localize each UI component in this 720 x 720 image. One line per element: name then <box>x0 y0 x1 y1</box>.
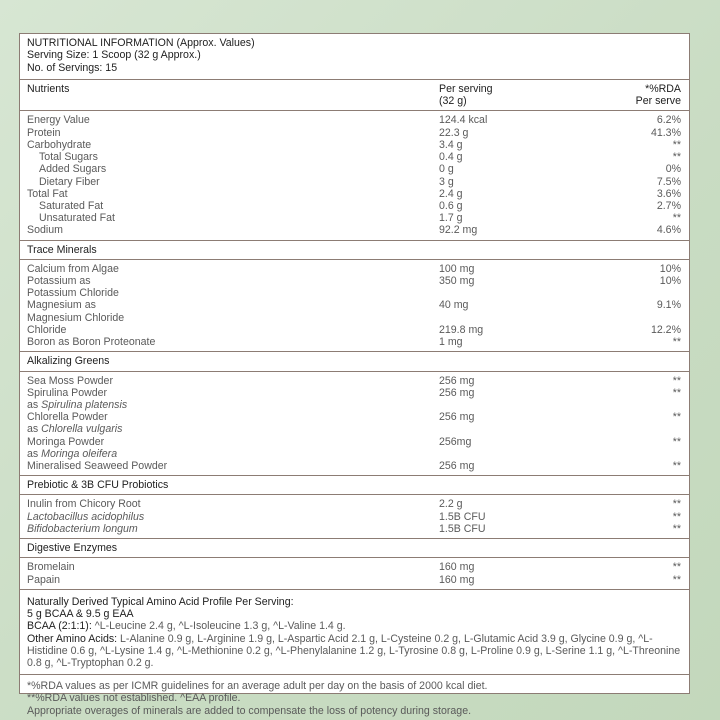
nutrient-rda: 12.2% <box>650 323 681 336</box>
nutrient-row <box>27 200 681 212</box>
nutrient-row <box>27 263 681 275</box>
nutrient-name <box>27 163 439 175</box>
footnotes <box>20 675 689 720</box>
other-amino-text: L-Alanine 0.9 g, L-Arginine 1.9 g, L-Aspartic Acid 2.1 g, L-Cysteine 0.2 g, L-Glutamic Acid 3.9 g, Glycine 0.9 g, ^L-Histidine 0.6 g, ^L-Lysine 1.4 g, ^L-Methionine 0.2 g, ^L-Phenylalanine 1.2 g, L-Tyrosine 0.8 g, L-Proline 0.9 g, L-Serine 1.1 g, ^L-Threonine 0.8 g, ^L-Tryptophan 0.2 g. <box>27 632 681 669</box>
nutrient-rda: ** <box>672 411 681 424</box>
col-nutrients: Nutrients <box>27 82 70 95</box>
nutrient-sections <box>20 241 689 590</box>
nutrient-value: 3 g <box>439 175 454 188</box>
nutrient-rda: ** <box>672 374 681 387</box>
nutrient-value: 160 mg <box>439 561 475 574</box>
nutrient-rda: 2.7% <box>656 199 681 212</box>
nutrient-name-line <box>27 139 439 151</box>
nutrient-value: 100 mg <box>439 262 475 275</box>
nutrient-value: 219.8 mg <box>439 323 484 336</box>
nutrient-value: 124.4 kcal <box>439 114 488 127</box>
name-text: Magnesium Chloride <box>27 311 125 324</box>
name-text: Total Fat <box>27 187 68 200</box>
label-title: NUTRITIONAL INFORMATION (Approx. Values) <box>27 37 255 49</box>
name-text: Inulin from Chicory Root <box>27 498 141 511</box>
nutrient-rda: ** <box>672 498 681 511</box>
nutrient-value: 2.2 g <box>439 498 463 511</box>
nutrient-name-line <box>27 574 439 586</box>
nutrient-row <box>27 163 681 175</box>
name-text: Added Sugars <box>39 163 107 176</box>
label-header <box>20 34 689 80</box>
nutrient-name <box>27 299 439 323</box>
nutrient-name-line <box>27 511 439 523</box>
nutrient-value: 256 mg <box>439 459 475 472</box>
nutrient-name-line <box>27 336 439 348</box>
name-text: Potassium Chloride <box>27 287 119 300</box>
nutrient-value: 1.5B CFU <box>439 522 486 535</box>
nutrient-row <box>27 498 681 510</box>
nutrient-name-line <box>27 287 439 299</box>
amino-subtitle: 5 g BCAA & 9.5 g EAA <box>27 608 134 621</box>
servings-count: No. of Servings: 15 <box>27 61 118 74</box>
nutrient-row <box>27 460 681 472</box>
nutrient-name <box>27 460 439 472</box>
nutrient-rda: ** <box>672 435 681 448</box>
nutrient-name-line <box>27 460 439 472</box>
nutrient-name-line <box>27 375 439 387</box>
name-text: as <box>27 447 42 460</box>
nutrient-name <box>27 188 439 200</box>
bcaa-label: BCAA (2:1:1): <box>27 620 92 633</box>
nutrient-value: 2.4 g <box>439 187 463 200</box>
nutrient-name-line <box>27 275 439 287</box>
nutrient-name-line <box>27 448 439 460</box>
nutrient-name-line <box>27 561 439 573</box>
nutrient-row <box>27 299 681 323</box>
bcaa-text: ^L-Leucine 2.4 g, ^L-Isoleucine 1.3 g, ^L-Valine 1.4 g. <box>91 620 346 633</box>
name-italic: Moringa oleifera <box>41 447 118 460</box>
col-per-serving-line2: (32 g) <box>439 95 467 108</box>
name-italic: Chlorella vulgaris <box>41 423 123 436</box>
nutrient-row <box>27 436 681 460</box>
nutrient-rda: ** <box>672 336 681 349</box>
nutrient-name-line <box>27 498 439 510</box>
nutrient-value: 256 mg <box>439 386 475 399</box>
nutrient-row <box>27 523 681 535</box>
nutrient-name <box>27 511 439 523</box>
nutrient-value: 160 mg <box>439 573 475 586</box>
nutrient-row <box>27 387 681 411</box>
nutrient-name <box>27 561 439 573</box>
name-text: Potassium as <box>27 275 91 288</box>
nutrient-rda: ** <box>672 522 681 535</box>
section-body <box>20 495 689 539</box>
nutrient-name <box>27 263 439 275</box>
nutrient-value: 1 mg <box>439 336 463 349</box>
nutrient-rda: 10% <box>659 262 681 275</box>
nutrient-name <box>27 498 439 510</box>
nutrient-name <box>27 387 439 411</box>
nutrient-rda: ** <box>672 561 681 574</box>
nutrient-rda: 4.6% <box>656 224 681 237</box>
nutrient-rda: ** <box>672 386 681 399</box>
nutrient-rda: ** <box>672 459 681 472</box>
name-text: Unsaturated Fat <box>39 212 115 225</box>
nutrient-rda: 7.5% <box>656 175 681 188</box>
section-title: Alkalizing Greens <box>20 352 689 371</box>
nutrient-row <box>27 324 681 336</box>
nutrient-name <box>27 224 439 236</box>
nutrient-rda: 3.6% <box>656 187 681 200</box>
name-text: Mineralised Seaweed Powder <box>27 459 168 472</box>
nutrient-name-line <box>27 324 439 336</box>
nutrient-row <box>27 188 681 200</box>
nutrient-name-line <box>27 163 439 175</box>
nutrient-row <box>27 411 681 435</box>
nutrient-name <box>27 127 439 139</box>
nutrient-name-line <box>27 263 439 275</box>
name-text: Calcium from Algae <box>27 262 119 275</box>
nutrient-rda: ** <box>672 510 681 523</box>
nutrient-value: 22.3 g <box>439 126 469 139</box>
nutrient-name-line <box>27 224 439 236</box>
nutrient-name-line <box>27 411 439 423</box>
nutrient-row <box>27 224 681 236</box>
amino-title: Naturally Derived Typical Amino Acid Profile Per Serving: <box>27 595 294 608</box>
section-body <box>20 372 689 477</box>
name-text: Moringa Powder <box>27 435 105 448</box>
col-rda-line2: Per serve <box>635 95 681 108</box>
nutrient-row <box>27 561 681 573</box>
nutrient-name <box>27 336 439 348</box>
nutrient-value: 0.4 g <box>439 151 463 164</box>
other-amino-label: Other Amino Acids: <box>27 632 118 645</box>
nutrient-name-line <box>27 423 439 435</box>
nutrient-name-line <box>27 387 439 399</box>
column-headers <box>20 80 689 112</box>
nutrient-name-line <box>27 176 439 188</box>
nutrient-value: 1.5B CFU <box>439 510 486 523</box>
nutrient-value: 1.7 g <box>439 212 463 225</box>
nutrient-name-line <box>27 299 439 311</box>
nutrient-row <box>27 336 681 348</box>
nutrient-name <box>27 151 439 163</box>
section-title: Prebiotic & 3B CFU Probiotics <box>20 476 689 495</box>
nutrient-name <box>27 411 439 435</box>
nutrient-name <box>27 523 439 535</box>
name-text: Total Sugars <box>39 151 98 164</box>
nutrient-row <box>27 176 681 188</box>
main-nutrients <box>20 111 689 240</box>
serving-size: Serving Size: 1 Scoop (32 g Approx.) <box>27 49 201 62</box>
name-text: Protein <box>27 126 61 139</box>
nutrient-value: 256 mg <box>439 374 475 387</box>
footnote: **%RDA values not established. ^EAA profile. <box>27 692 241 705</box>
name-text: Boron as Boron Proteonate <box>27 336 156 349</box>
nutrient-rda: ** <box>672 573 681 586</box>
nutrient-name <box>27 114 439 126</box>
nutrient-value: 256mg <box>439 435 472 448</box>
nutrient-rda: ** <box>672 212 681 225</box>
nutrient-value: 3.4 g <box>439 138 463 151</box>
name-text: Sea Moss Powder <box>27 374 113 387</box>
nutrient-value: 350 mg <box>439 275 475 288</box>
name-text: as <box>27 423 42 436</box>
nutrient-row <box>27 139 681 151</box>
nutrient-name <box>27 139 439 151</box>
name-text: Dietary Fiber <box>39 175 100 188</box>
section-title: Digestive Enzymes <box>20 539 689 558</box>
nutrient-name-line <box>27 114 439 126</box>
nutrient-rda: 0% <box>665 163 681 176</box>
nutrient-row <box>27 574 681 586</box>
nutrient-name-line <box>27 200 439 212</box>
nutrient-value: 40 mg <box>439 299 469 312</box>
nutrient-row <box>27 511 681 523</box>
nutrient-rda: ** <box>672 138 681 151</box>
col-per-serving-line1: Per serving <box>439 82 493 95</box>
section-body <box>20 260 689 352</box>
name-text: Papain <box>27 573 60 586</box>
nutrient-row <box>27 127 681 139</box>
nutrient-name-line <box>27 312 439 324</box>
nutrient-row <box>27 375 681 387</box>
nutrient-name-line <box>27 523 439 535</box>
nutrient-value: 0 g <box>439 163 454 176</box>
nutrient-name <box>27 574 439 586</box>
nutrient-name-line <box>27 188 439 200</box>
nutrient-rda: 10% <box>659 275 681 288</box>
footnote: *%RDA values as per ICMR guidelines for an average adult per day on the basis of 2000 kcal diet. <box>27 680 488 693</box>
nutrient-row <box>27 151 681 163</box>
nutrient-name <box>27 436 439 460</box>
nutrient-name-line <box>27 127 439 139</box>
nutrient-name <box>27 200 439 212</box>
name-text: Chlorella Powder <box>27 411 108 424</box>
col-rda <box>609 83 681 108</box>
nutrient-rda: 9.1% <box>656 299 681 312</box>
name-text: Sodium <box>27 224 63 237</box>
name-italic: Spirulina platensis <box>41 398 128 411</box>
name-text: Energy Value <box>27 114 90 127</box>
nutrient-name-line <box>27 151 439 163</box>
nutrient-value: 92.2 mg <box>439 224 478 237</box>
nutrition-label <box>19 33 690 717</box>
nutrient-name <box>27 176 439 188</box>
name-italic: Bifidobacterium longum <box>27 522 138 535</box>
amino-acid-profile <box>20 590 689 675</box>
section-title: Trace Minerals <box>20 241 689 260</box>
nutrient-name <box>27 275 439 299</box>
nutrient-row <box>27 114 681 126</box>
col-rda-line1: *%RDA <box>645 82 681 95</box>
nutrient-name <box>27 375 439 387</box>
name-text: as <box>27 398 42 411</box>
name-text: Magnesium as <box>27 299 96 312</box>
name-text: Bromelain <box>27 561 75 574</box>
name-text: Spirulina Powder <box>27 386 108 399</box>
nutrient-row <box>27 275 681 299</box>
section-body <box>20 558 689 589</box>
col-per-serving <box>439 83 609 108</box>
nutrient-name-line <box>27 212 439 224</box>
name-text: Saturated Fat <box>39 199 104 212</box>
nutrient-name-line <box>27 399 439 411</box>
nutrient-value: 0.6 g <box>439 199 463 212</box>
name-text: Chloride <box>27 323 67 336</box>
nutrient-value: 256 mg <box>439 411 475 424</box>
footnote: Appropriate overages of minerals are added to compensate the loss of potency during storage. <box>27 704 472 717</box>
nutrient-rda: 41.3% <box>650 126 681 139</box>
name-italic: Lactobacillus acidophilus <box>27 510 145 523</box>
name-text: Carbohydrate <box>27 138 92 151</box>
nutrient-name <box>27 324 439 336</box>
nutrient-name <box>27 212 439 224</box>
nutrient-rda: 6.2% <box>656 114 681 127</box>
nutrient-row <box>27 212 681 224</box>
nutrient-name-line <box>27 436 439 448</box>
nutrient-rda: ** <box>672 151 681 164</box>
